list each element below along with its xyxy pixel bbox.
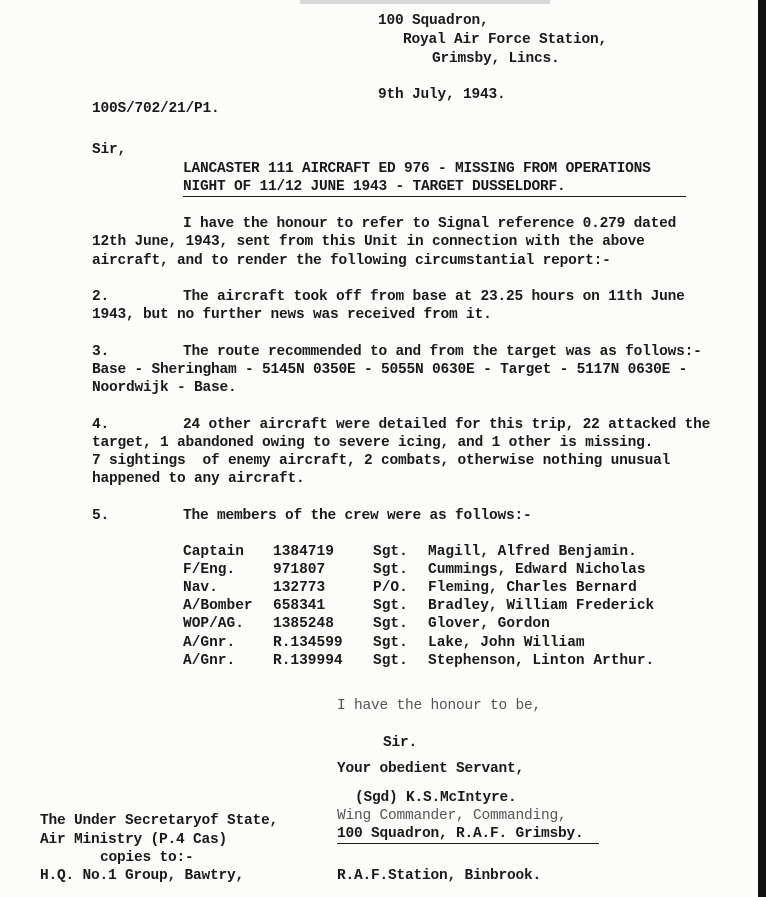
para2-line-1: The aircraft took off from base at 23.25 hours on 11th June xyxy=(183,289,685,305)
reference-number: 100S/702/21/P1. xyxy=(92,101,220,117)
para1-line-3: aircraft, and to render the following circumstantial report:- xyxy=(92,253,611,269)
crew-row xyxy=(0,615,766,633)
crew-row xyxy=(0,597,766,615)
closing-honour: I have the honour to be, xyxy=(337,698,542,714)
crew-rank: P/O. xyxy=(373,580,408,596)
letterhead-place: Grimsby, Lincs. xyxy=(432,51,560,67)
para2-number: 2. xyxy=(92,289,110,305)
signature-title-2: 100 Squadron, R.A.F. Grimsby. xyxy=(337,825,599,844)
crew-role: WOP/AG. xyxy=(183,616,244,632)
crew-number: R.134599 xyxy=(273,635,343,651)
crew-role: A/Bomber xyxy=(183,598,253,614)
para4-number: 4. xyxy=(92,417,110,433)
para3-number: 3. xyxy=(92,344,110,360)
crew-number: 132773 xyxy=(273,580,326,596)
letterhead-unit: 100 Squadron, xyxy=(378,13,489,29)
crew-role: Nav. xyxy=(183,580,218,596)
para2-line-2: 1943, but no further news was received from it. xyxy=(92,307,492,323)
copies-label: copies to:- xyxy=(100,850,194,866)
crew-name: Magill, Alfred Benjamin. xyxy=(428,544,637,560)
subject-line-2: NIGHT OF 11/12 JUNE 1943 - TARGET DUSSELDORF. xyxy=(183,178,686,197)
crew-number: R.139994 xyxy=(273,653,343,669)
para3-line-3: Noordwijk - Base. xyxy=(92,380,237,396)
crew-rank: Sgt. xyxy=(373,653,408,669)
crew-name: Stephenson, Linton Arthur. xyxy=(428,653,655,669)
crew-name: Lake, John William xyxy=(428,635,585,651)
copy-to-group: H.Q. No.1 Group, Bawtry, xyxy=(40,868,245,884)
crew-role: Captain xyxy=(183,544,244,560)
para4-line-3: 7 sightings of enemy aircraft, 2 combats, otherwise nothing unusual xyxy=(92,453,671,469)
crew-name: Fleming, Charles Bernard xyxy=(428,580,637,596)
crew-rank: Sgt. xyxy=(373,635,408,651)
closing-servant: Your obedient Servant, xyxy=(337,761,525,777)
para3-line-2: Base - Sheringham - 5145N 0350E - 5055N 0630E - Target - 5117N 0630E - xyxy=(92,362,688,378)
scan-edge-top xyxy=(300,0,550,4)
crew-number: 658341 xyxy=(273,598,326,614)
crew-role: A/Gnr. xyxy=(183,653,236,669)
salutation: Sir, xyxy=(92,142,127,158)
crew-row xyxy=(0,634,766,652)
para3-line-1: The route recommended to and from the target was as follows:- xyxy=(183,344,702,360)
letter-date: 9th July, 1943. xyxy=(378,87,506,103)
crew-number: 1384719 xyxy=(273,544,334,560)
para1-line-1: I have the honour to refer to Signal reference 0.279 dated xyxy=(183,216,677,232)
crew-name: Cummings, Edward Nicholas xyxy=(428,562,646,578)
subject-line-1: LANCASTER 111 AIRCRAFT ED 976 - MISSING FROM OPERATIONS xyxy=(183,161,651,177)
para1-line-2: 12th June, 1943, sent from this Unit in connection with the above xyxy=(92,234,645,250)
para4-line-4: happened to any aircraft. xyxy=(92,471,305,487)
para5-line-1: The members of the crew were as follows:- xyxy=(183,508,532,524)
crew-row xyxy=(0,561,766,579)
crew-rank: Sgt. xyxy=(373,544,408,560)
addressee-line-2: Air Ministry (P.4 Cas) xyxy=(40,832,228,848)
crew-role: F/Eng. xyxy=(183,562,236,578)
crew-row xyxy=(0,652,766,670)
scan-edge-right xyxy=(758,0,766,897)
copy-to-station: R.A.F.Station, Binbrook. xyxy=(337,868,542,884)
para5-number: 5. xyxy=(92,508,110,524)
crew-row xyxy=(0,579,766,597)
crew-number: 1385248 xyxy=(273,616,334,632)
crew-name: Glover, Gordon xyxy=(428,616,550,632)
para4-line-2: target, 1 abandoned owing to severe icing, and 1 other is missing. xyxy=(92,435,654,451)
signature-title-1: Wing Commander, Commanding, xyxy=(337,808,567,824)
crew-rank: Sgt. xyxy=(373,562,408,578)
addressee-line-1: The Under Secretaryof State, xyxy=(40,813,279,829)
closing-sir: Sir. xyxy=(383,735,418,751)
crew-row xyxy=(0,543,766,561)
para4-line-1: 24 other aircraft were detailed for this trip, 22 attacked the xyxy=(183,417,711,433)
crew-role: A/Gnr. xyxy=(183,635,236,651)
crew-name: Bradley, William Frederick xyxy=(428,598,655,614)
signature-name: (Sgd) K.S.McIntyre. xyxy=(355,790,517,806)
letterhead-station: Royal Air Force Station, xyxy=(403,32,608,48)
crew-number: 971807 xyxy=(273,562,326,578)
crew-rank: Sgt. xyxy=(373,598,408,614)
crew-rank: Sgt. xyxy=(373,616,408,632)
